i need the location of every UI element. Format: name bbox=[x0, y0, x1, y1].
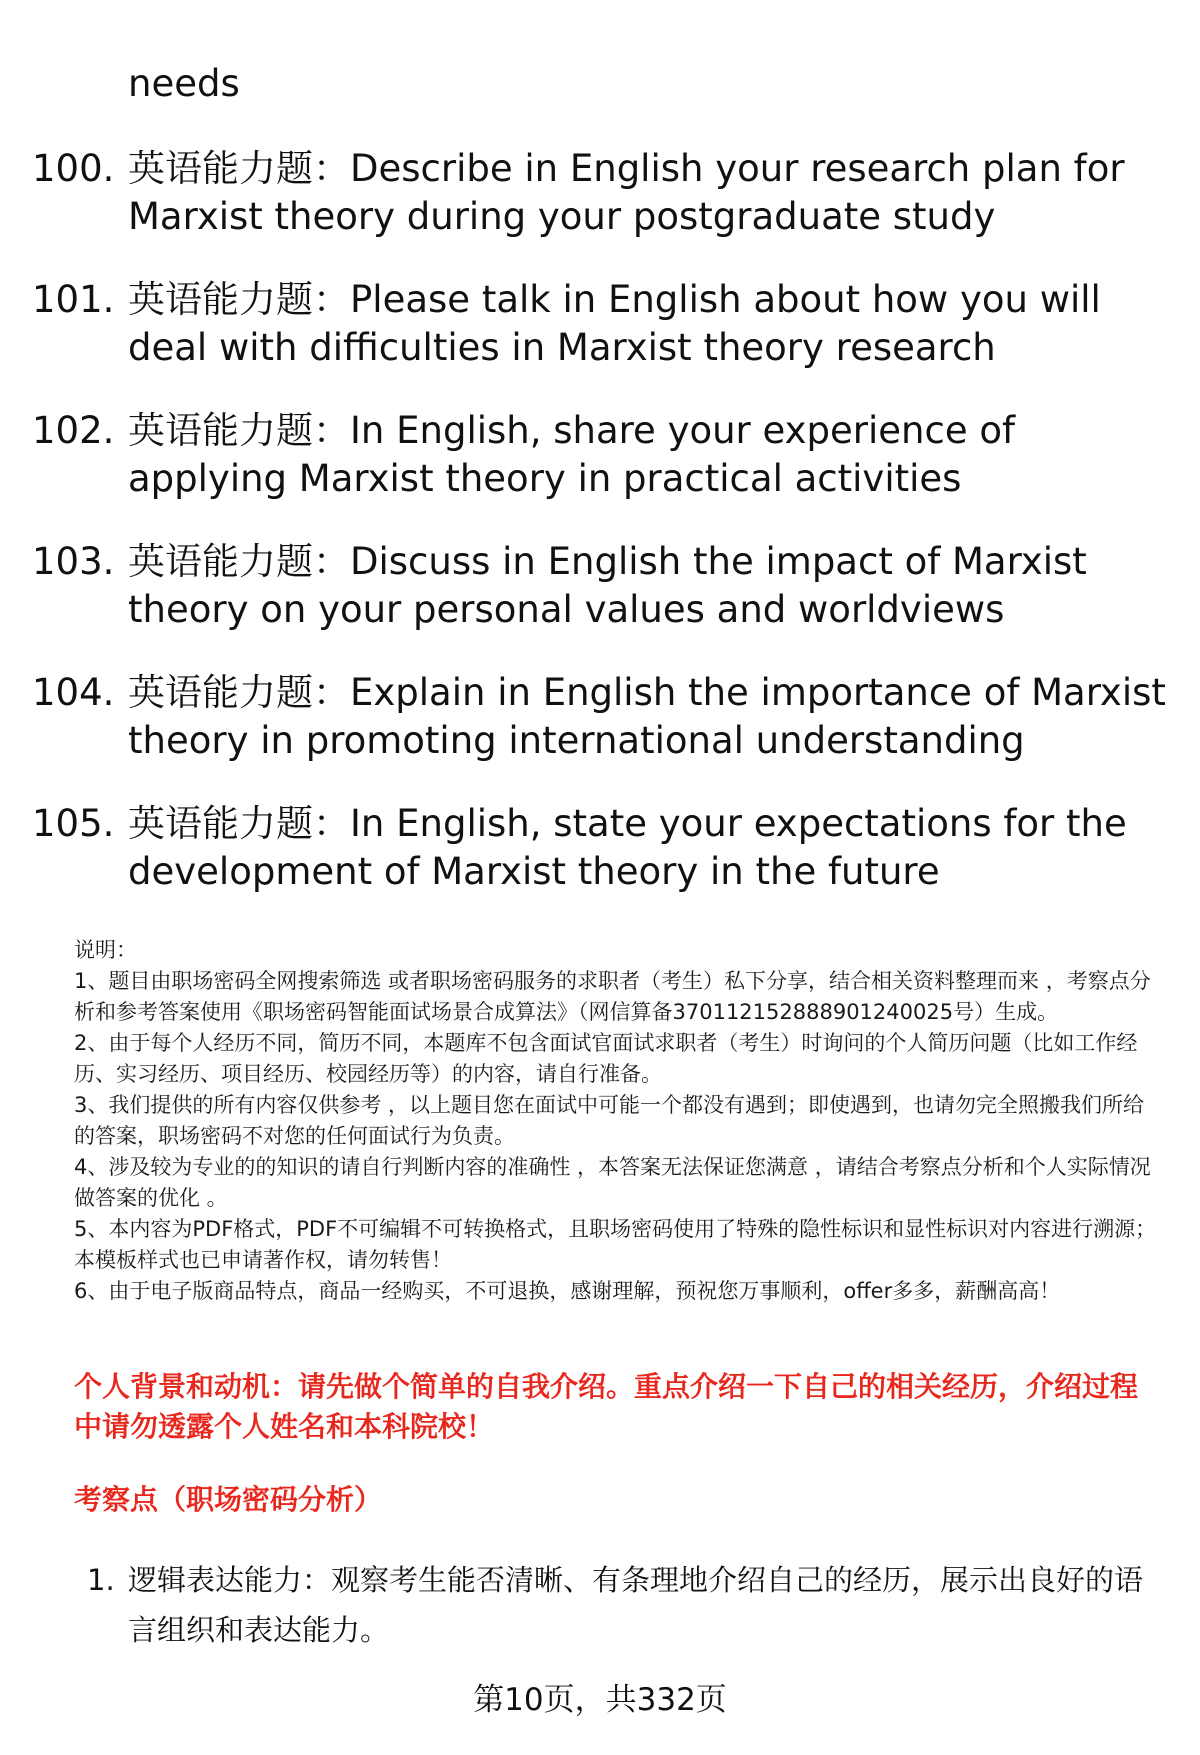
note-item: 1、题目由职场密码全网搜索筛选 或者职场密码服务的求职者（考生）私下分享，结合相关资料整理而来 ，考察点分析和参考答案使用《职场密码智能面试场景合成算法》（网信算备370112152888901240025号）生成。 bbox=[74, 969, 1151, 1024]
analysis-point bbox=[0, 1555, 1200, 1655]
continuation-text: needs bbox=[128, 62, 240, 105]
question-text: Explain in English the importance of Marxist theory in promoting international understanding bbox=[128, 671, 1166, 762]
question-type-label: 英语能力题： bbox=[128, 147, 350, 190]
question-text: In English, state your expectations for the development of Marxist theory in the future bbox=[128, 802, 1127, 893]
question-item bbox=[0, 800, 1200, 896]
question-type-label: 英语能力题： bbox=[128, 409, 350, 452]
point-text: 逻辑表达能力：观察考生能否清晰、有条理地介绍自己的经历，展示出良好的语言组织和表达能力。 bbox=[128, 1563, 1144, 1647]
question-type-label: 英语能力题： bbox=[128, 671, 350, 714]
question-text: Describe in English your research plan for Marxist theory during your postgraduate study bbox=[128, 147, 1125, 238]
question-number: 105. bbox=[32, 802, 115, 845]
question-type-label: 英语能力题： bbox=[128, 278, 350, 321]
analysis-section-title: 考察点（职场密码分析） bbox=[74, 1483, 383, 1516]
note-item: 6、由于电子版商品特点，商品一经购买，不可退换，感谢理解，预祝您万事顺利，offer多多，薪酬高高！ bbox=[74, 1279, 1061, 1303]
question-item bbox=[0, 407, 1200, 503]
question-number: 101. bbox=[32, 278, 115, 321]
question-type-label: 英语能力题： bbox=[128, 802, 350, 845]
question-text: Discuss in English the impact of Marxist theory on your personal values and worldviews bbox=[128, 540, 1087, 631]
point-number: 1. bbox=[87, 1563, 115, 1597]
question-item bbox=[0, 276, 1200, 372]
page-number: 第10页，共332页 bbox=[473, 1682, 727, 1718]
question-list bbox=[0, 145, 1200, 931]
question-number: 103. bbox=[32, 540, 115, 583]
note-item: 3、我们提供的所有内容仅供参考 ，以上题目您在面试中可能一个都没有遇到；即使遇到，也请勿完全照搬我们所给的答案，职场密码不对您的任何面试行为负责。 bbox=[74, 1093, 1145, 1148]
analysis-point-list bbox=[0, 1555, 1200, 1655]
question-number: 100. bbox=[32, 147, 115, 190]
notes-section bbox=[74, 935, 1164, 1307]
question-number: 104. bbox=[32, 671, 115, 714]
question-text: In English, share your experience of applying Marxist theory in practical activities bbox=[128, 409, 1016, 500]
question-number: 102. bbox=[32, 409, 115, 452]
question-item bbox=[0, 538, 1200, 634]
question-item bbox=[0, 669, 1200, 765]
question-type-label: 英语能力题： bbox=[128, 540, 350, 583]
note-item: 4、涉及较为专业的的知识的请自行判断内容的准确性 ，本答案无法保证您满意 ，请结合考察点分析和个人实际情况做答案的优化 。 bbox=[74, 1155, 1151, 1210]
interview-question-heading: 个人背景和动机：请先做个简单的自我介绍。重点介绍一下自己的相关经历，介绍过程中请勿透露个人姓名和本科院校！ bbox=[74, 1370, 1139, 1443]
note-item: 2、由于每个人经历不同，简历不同，本题库不包含面试官面试求职者（考生）时询问的个人简历问题（比如工作经历、实习经历、项目经历、校园经历等）的内容，请自行准备。 bbox=[74, 1031, 1138, 1086]
question-text: Please talk in English about how you will deal with difficulties in Marxist theory research bbox=[128, 278, 1101, 369]
notes-title: 说明： bbox=[74, 938, 137, 962]
question-item bbox=[0, 145, 1200, 241]
note-item: 5、本内容为PDF格式，PDF不可编辑不可转换格式，且职场密码使用了特殊的隐性标识和显性标识对内容进行溯源；本模板样式也已申请著作权，请勿转售！ bbox=[74, 1217, 1157, 1272]
